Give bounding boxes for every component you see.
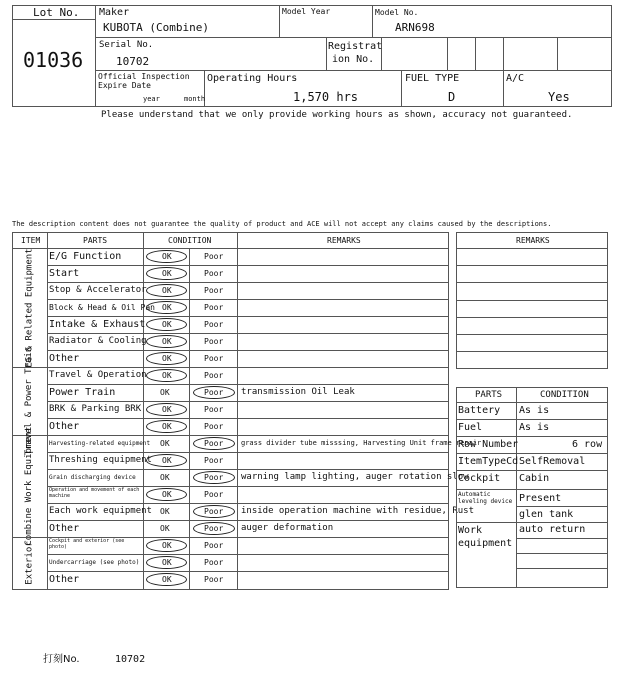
- remarks-line: [456, 265, 608, 266]
- ok-option[interactable]: OK: [162, 490, 172, 499]
- part-label: Cockpit and exterior (see photo): [49, 538, 125, 550]
- group-divider: [12, 537, 48, 538]
- side-row-divider: [456, 419, 608, 420]
- side-condition-value: Cabin: [519, 473, 550, 484]
- operating-hours-value: 1,570 hrs: [293, 90, 359, 104]
- poor-selected-circle: [193, 437, 235, 450]
- ok-option[interactable]: OK: [162, 456, 172, 465]
- row-divider: [47, 486, 449, 487]
- part-label: Undercarriage (see photo): [49, 558, 140, 566]
- part-label: Start: [49, 267, 80, 279]
- row-divider: [47, 367, 449, 368]
- poor-option[interactable]: Poor: [204, 524, 224, 533]
- ok-option[interactable]: OK: [162, 303, 172, 312]
- row-divider: [47, 418, 449, 419]
- serial-label: Serial No.: [99, 40, 154, 50]
- work-equipment-label: Work equipment: [458, 525, 513, 549]
- poor-option[interactable]: Poor: [204, 439, 224, 448]
- auto-leveling-label: Automatic leveling device: [458, 491, 513, 505]
- side-part-label: ItemTypeCd: [458, 456, 519, 467]
- remarks-line: [456, 282, 608, 283]
- side-parts-header: PARTS: [475, 390, 503, 400]
- ok-option[interactable]: OK: [162, 337, 172, 346]
- ok-selected-circle: [146, 420, 187, 433]
- operating-hours-label: Operating Hours: [207, 73, 298, 84]
- inspection-label-2: Expire Date: [98, 81, 151, 90]
- side-row-divider: [456, 402, 608, 403]
- model-no-value: ARN698: [395, 21, 435, 34]
- part-label: Intake & Exhaust: [49, 318, 146, 330]
- remarks-line: [456, 300, 608, 301]
- group-label: Exterior: [24, 540, 35, 585]
- ok-option[interactable]: OK: [162, 371, 172, 380]
- poor-option[interactable]: Poor: [204, 371, 224, 380]
- poor-selected-circle: [193, 522, 235, 535]
- side-part-label: Fuel: [458, 422, 483, 433]
- maker-value: KUBOTA (Combine): [103, 21, 209, 34]
- remark-text: auger deformation: [241, 523, 334, 533]
- ok-option[interactable]: OK: [162, 252, 172, 261]
- part-label: Grain discharging device: [49, 473, 136, 481]
- side-condition-value: As is: [519, 422, 550, 433]
- ok-selected-circle: [146, 335, 187, 348]
- side-condition-value: As is: [519, 405, 550, 416]
- row-divider: [47, 316, 449, 317]
- ok-selected-circle: [146, 352, 187, 365]
- work-equipment-value-1: glen tank: [519, 509, 574, 520]
- ok-selected-circle: [146, 556, 187, 569]
- side-condition-value: 6 row: [572, 439, 603, 450]
- group-label: Combine Work Equipment: [24, 426, 35, 546]
- poor-option[interactable]: Poor: [204, 303, 224, 312]
- poor-option[interactable]: Poor: [204, 473, 224, 482]
- registration-label-1: Registrat: [328, 41, 383, 52]
- ok-selected-circle: [146, 318, 187, 331]
- poor-option[interactable]: Poor: [204, 558, 224, 567]
- header-parts: PARTS: [83, 236, 108, 245]
- ok-selected-circle: [146, 301, 187, 314]
- row-divider: [47, 520, 449, 521]
- part-label: Harvesting-related equipment: [49, 439, 151, 447]
- header-remarks: REMARKS: [327, 236, 361, 245]
- poor-option[interactable]: Poor: [204, 354, 224, 363]
- poor-option[interactable]: Poor: [204, 252, 224, 261]
- part-label: BRK & Parking BRK: [49, 404, 142, 414]
- row-divider: [47, 554, 449, 555]
- ok-option[interactable]: OK: [160, 388, 170, 397]
- poor-option[interactable]: Poor: [204, 422, 224, 431]
- parts-condition-table: [456, 387, 608, 588]
- stamp-label: 打刻No.: [43, 654, 80, 665]
- ok-selected-circle: [146, 403, 187, 416]
- row-divider: [47, 299, 449, 300]
- header-item: ITEM: [21, 236, 41, 245]
- ok-selected-circle: [146, 250, 187, 263]
- part-label: Other: [49, 573, 80, 585]
- ok-option[interactable]: OK: [160, 524, 170, 533]
- poor-option[interactable]: Poor: [204, 269, 224, 278]
- remark-text: transmission Oil Leak: [241, 387, 355, 397]
- side-row-divider: [456, 436, 608, 437]
- group-label: EG & Related Equipment: [24, 247, 35, 368]
- ok-option[interactable]: OK: [162, 422, 172, 431]
- ac-label: A/C: [506, 73, 525, 84]
- ok-selected-circle: [146, 284, 187, 297]
- ok-option[interactable]: OK: [160, 439, 170, 448]
- remarks-line: [456, 334, 608, 335]
- inspection-label-1: Official Inspection: [98, 72, 190, 81]
- lot-number: 01036: [23, 48, 84, 72]
- ok-option[interactable]: OK: [162, 286, 172, 295]
- remarks-line: [456, 351, 608, 352]
- group-label: Travel & Power Train: [24, 346, 35, 456]
- part-label: Radiator & Cooling: [49, 336, 147, 346]
- row-divider: [47, 571, 449, 572]
- stamp-value: 10702: [115, 654, 146, 665]
- side-row-divider: [456, 453, 608, 454]
- poor-option[interactable]: Poor: [204, 388, 224, 397]
- ok-option[interactable]: OK: [160, 473, 170, 482]
- ok-option[interactable]: OK: [162, 320, 172, 329]
- poor-selected-circle: [193, 505, 235, 518]
- part-label: Other: [49, 522, 80, 534]
- side-condition-header: CONDITION: [540, 390, 589, 400]
- hours-note: Please understand that we only provide working hours as shown, accuracy not guaranteed.: [101, 110, 573, 120]
- poor-option[interactable]: Poor: [204, 337, 224, 346]
- row-divider: [47, 503, 449, 504]
- poor-option[interactable]: Poor: [204, 575, 224, 584]
- year-label: year: [143, 95, 160, 103]
- row-divider: [47, 333, 449, 334]
- fuel-type-value: D: [448, 90, 456, 104]
- part-label: Travel & Operation: [49, 370, 147, 380]
- ok-option[interactable]: OK: [162, 269, 172, 278]
- ok-option[interactable]: OK: [162, 541, 172, 550]
- row-divider: [47, 469, 449, 470]
- part-label: Other: [49, 420, 80, 432]
- row-divider: [47, 282, 449, 283]
- ok-option[interactable]: OK: [160, 507, 170, 516]
- poor-option[interactable]: Poor: [204, 320, 224, 329]
- row-divider: [47, 384, 449, 385]
- poor-option[interactable]: Poor: [204, 507, 224, 516]
- row-divider: [47, 452, 449, 453]
- row-divider: [47, 537, 449, 538]
- work-equipment-value-2: auto return: [519, 524, 586, 535]
- part-label: Power Train: [49, 386, 116, 398]
- remark-text: inside operation machine with residue, Rust: [241, 506, 474, 516]
- serial-value: 10702: [116, 55, 150, 68]
- ok-option[interactable]: OK: [162, 558, 172, 567]
- lot-label: Lot No.: [33, 6, 80, 19]
- side-part-label: Battery: [458, 405, 501, 416]
- poor-option[interactable]: Poor: [204, 490, 224, 499]
- poor-option[interactable]: Poor: [204, 405, 224, 414]
- ok-selected-circle: [146, 267, 187, 280]
- row-divider: [47, 265, 449, 266]
- ok-selected-circle: [146, 369, 187, 382]
- part-label: Operation and movement of each machine: [49, 487, 140, 499]
- remark-text: grass divider tube misssing, Harvesting Unit frame repair: [241, 439, 482, 447]
- header-condition: CONDITION: [168, 236, 212, 245]
- part-label: Stop & Accelerator: [49, 285, 147, 295]
- remarks-line: [456, 248, 608, 249]
- maker-label: Maker: [99, 7, 130, 18]
- part-label: Threshing equipment: [49, 455, 152, 465]
- ok-selected-circle: [146, 573, 187, 586]
- side-condition-value: SelfRemoval: [519, 456, 586, 467]
- model-year-label: Model Year: [282, 7, 331, 16]
- disclaimer: The description content does not guarantee the quality of product and ACE will not accept any claims caused by the descriptions.: [12, 220, 552, 228]
- ok-option[interactable]: OK: [162, 405, 172, 414]
- poor-selected-circle: [193, 471, 235, 484]
- auto-leveling-value: Present: [519, 493, 562, 504]
- row-divider: [47, 435, 449, 436]
- part-label: Each work equipment: [49, 506, 152, 516]
- ok-selected-circle: [146, 539, 187, 552]
- remark-text: warning lamp lighting, auger rotation slow: [241, 472, 469, 482]
- ok-selected-circle: [146, 488, 187, 501]
- ok-option[interactable]: OK: [162, 354, 172, 363]
- poor-option[interactable]: Poor: [204, 541, 224, 550]
- part-label: Block & Head & Oil Pan: [49, 302, 155, 312]
- registration-label-2: ion No.: [332, 54, 375, 65]
- side-part-label: Cockpit: [458, 473, 501, 484]
- poor-selected-circle: [193, 386, 235, 399]
- poor-option[interactable]: Poor: [204, 286, 224, 295]
- remarks-line: [456, 317, 608, 318]
- ac-value: Yes: [548, 90, 570, 104]
- month-label: month: [184, 95, 206, 103]
- poor-option[interactable]: Poor: [204, 456, 224, 465]
- fuel-type-label: FUEL TYPE: [405, 73, 460, 84]
- side-remarks-header: REMARKS: [516, 236, 550, 245]
- model-no-label: Model No.: [375, 8, 419, 17]
- ok-option[interactable]: OK: [162, 575, 172, 584]
- row-divider: [47, 350, 449, 351]
- side-part-label: Row Number: [458, 439, 519, 450]
- part-label: Other: [49, 352, 80, 364]
- row-divider: [47, 401, 449, 402]
- ok-selected-circle: [146, 454, 187, 467]
- part-label: E/G Function: [49, 250, 122, 262]
- side-row-divider: [456, 470, 608, 471]
